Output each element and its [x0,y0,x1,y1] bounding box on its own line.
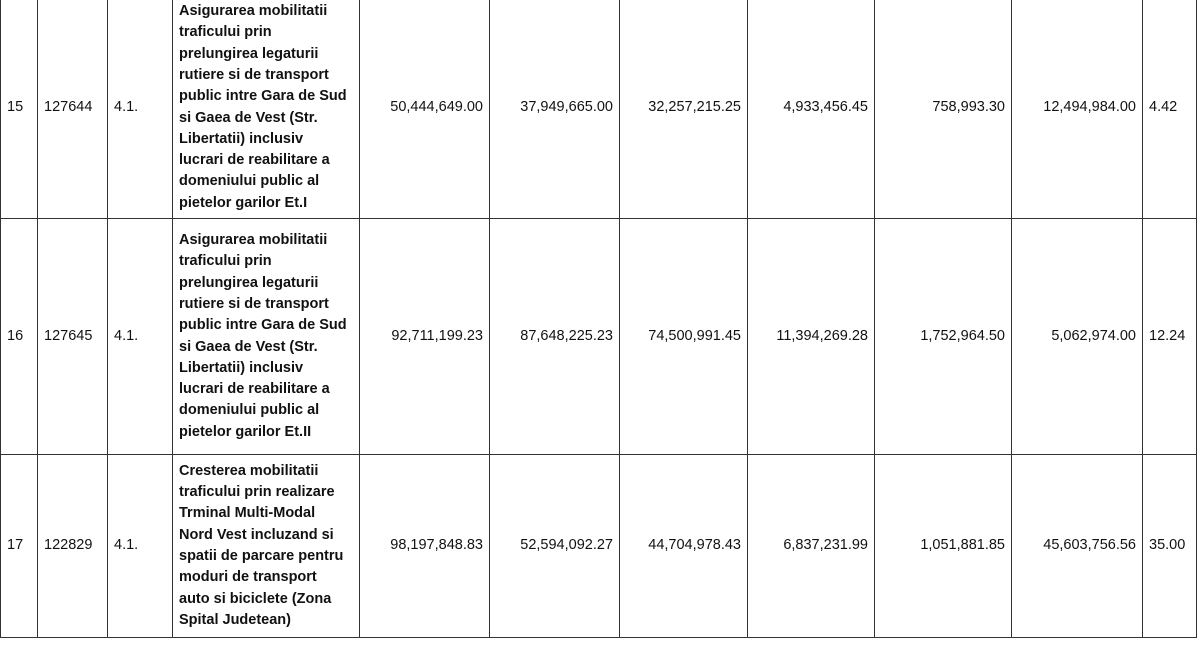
value-col-3: 74,500,991.45 [620,219,748,455]
description-line: rutiere si de transport [179,66,329,83]
description-line: pietelor garilor Et.II [179,423,312,440]
description-line: lucrari de reabilitare a [179,381,330,398]
table-row [1,219,1197,455]
row-number: 15 [1,0,38,219]
row-number: 16 [1,219,38,455]
description-line: public intre Gara de Sud [179,88,347,105]
project-description [173,455,360,638]
description-line: traficului prin [179,253,272,270]
axis-code: 4.1. [108,455,173,638]
description-line: traficului prin [179,24,272,41]
description-line: si Gaea de Vest (Str. [179,338,318,355]
description-line: Spital Judetean) [179,611,291,628]
value-col-2: 37,949,665.00 [490,0,620,219]
description-line: rutiere si de transport [179,295,329,312]
description-line: Trminal Multi-Modal [179,505,316,522]
description-line: moduri de transport [179,569,317,586]
value-col-6: 45,603,756.56 [1012,455,1143,638]
description-line: traficului prin realizare [179,484,335,501]
project-description [173,0,360,219]
value-col-6: 12,494,984.00 [1012,0,1143,219]
description-line: lucrari de reabilitare a [179,152,330,169]
percent-value: 35.00 [1143,455,1197,638]
project-code: 122829 [38,455,108,638]
value-col-1: 98,197,848.83 [360,455,490,638]
value-col-5: 758,993.30 [875,0,1012,219]
description-line: auto si biciclete (Zona [179,590,332,607]
row-number: 17 [1,455,38,638]
description-line: domeniului public al [179,173,320,190]
table-row [1,0,1197,219]
value-col-4: 11,394,269.28 [748,219,875,455]
description-line: Nord Vest incluzand si [179,526,334,543]
description-line: Asigurarea mobilitatii [179,232,328,249]
description-line: Libertatii) inclusiv [179,130,304,147]
percent-value: 12.24 [1143,219,1197,455]
value-col-5: 1,752,964.50 [875,219,1012,455]
project-code: 127645 [38,219,108,455]
description-line: public intre Gara de Sud [179,317,347,334]
description-line: spatii de parcare pentru [179,548,344,564]
value-col-2: 52,594,092.27 [490,455,620,638]
value-col-3: 44,704,978.43 [620,455,748,638]
axis-code: 4.1. [108,0,173,219]
value-col-4: 4,933,456.45 [748,0,875,219]
value-col-5: 1,051,881.85 [875,455,1012,638]
table-row [1,455,1197,638]
description-line: si Gaea de Vest (Str. [179,109,318,126]
axis-code: 4.1. [108,219,173,455]
description-line: Cresterea mobilitatii [179,462,319,479]
project-description [173,219,360,455]
percent-value: 4.42 [1143,0,1197,219]
value-col-4: 6,837,231.99 [748,455,875,638]
description-line: prelungirea legaturii [179,45,319,62]
value-col-3: 32,257,215.25 [620,0,748,219]
description-line: Libertatii) inclusiv [179,359,304,376]
value-col-2: 87,648,225.23 [490,219,620,455]
description-line: pietelor garilor Et.I [179,194,308,211]
description-line: Asigurarea mobilitatii [179,3,328,20]
description-line: domeniului public al [179,402,320,419]
description-line: prelungirea legaturii [179,274,319,291]
value-col-1: 92,711,199.23 [360,219,490,455]
value-col-1: 50,444,649.00 [360,0,490,219]
project-code: 127644 [38,0,108,219]
value-col-6: 5,062,974.00 [1012,219,1143,455]
